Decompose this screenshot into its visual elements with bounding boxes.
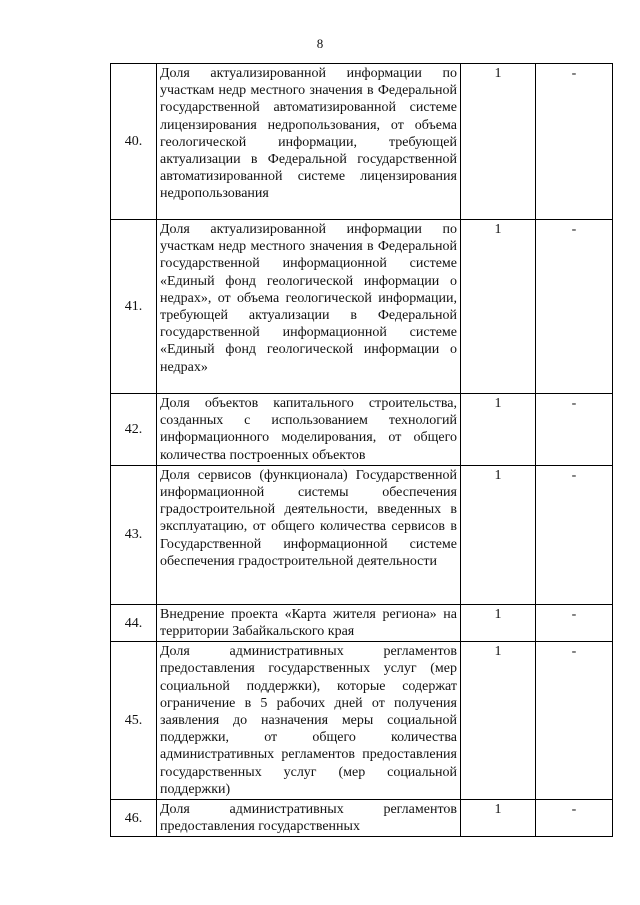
target-value: - bbox=[536, 64, 613, 220]
table-row bbox=[111, 800, 613, 837]
row-number: 46. bbox=[111, 800, 157, 837]
table-row bbox=[111, 604, 613, 641]
row-number: 41. bbox=[111, 220, 157, 394]
indicator-text: Внедрение проекта «Карта жителя региона» на территории Забайкальского края bbox=[157, 604, 461, 641]
base-value: 1 bbox=[461, 465, 536, 604]
indicator-text: Доля объектов капитального строительства, созданных с использованием технологий информационного моделирования, от общего количества построенных объектов bbox=[157, 394, 461, 466]
row-number: 40. bbox=[111, 64, 157, 220]
base-value: 1 bbox=[461, 220, 536, 394]
indicator-text: Доля административных регламентов предоставления государственных bbox=[157, 800, 461, 837]
table-row bbox=[111, 394, 613, 466]
base-value: 1 bbox=[461, 642, 536, 800]
row-number: 44. bbox=[111, 604, 157, 641]
base-value: 1 bbox=[461, 800, 536, 837]
page-number: 8 bbox=[316, 36, 324, 51]
row-number: 45. bbox=[111, 642, 157, 800]
table-row bbox=[111, 465, 613, 604]
row-number: 43. bbox=[111, 465, 157, 604]
base-value: 1 bbox=[461, 604, 536, 641]
target-value: - bbox=[536, 220, 613, 394]
target-value: - bbox=[536, 394, 613, 466]
table-row bbox=[111, 64, 613, 220]
table-row bbox=[111, 642, 613, 800]
target-value: - bbox=[536, 465, 613, 604]
indicator-text: Доля актуализированной информации по участкам недр местного значения в Федеральной государственной информационной системе «Единый фонд геологической информации о недрах», от объема геологической информации, требующей актуализации в Федеральной государственной информационной системе «Единый фонд геологической информации о недрах» bbox=[157, 220, 461, 394]
row-number: 42. bbox=[111, 394, 157, 466]
base-value: 1 bbox=[461, 64, 536, 220]
indicator-text: Доля актуализированной информации по участкам недр местного значения в Федеральной государственной автоматизированной системе лицензирования недропользования, от объема геологической информации, требующей актуализации в Федеральной государственной автоматизированной системе лицензирования недропользования bbox=[157, 64, 461, 220]
indicator-text: Доля административных регламентов предоставления государственных услуг (мер социальной поддержки), которые содержат ограничение в 5 рабочих дней от получения заявления до назначения меры социальной поддержки, от общего количества административных регламентов предоставления государственных услуг (мер социальной поддержки) bbox=[157, 642, 461, 800]
table-row bbox=[111, 220, 613, 394]
indicator-text: Доля сервисов (функционала) Государственной информационной системы обеспечения градостроительной деятельности, введенных в эксплуатацию, от общего количества сервисов в Государственной информационной системе обеспечения градостроительной деятельности bbox=[157, 465, 461, 604]
target-value: - bbox=[536, 604, 613, 641]
target-value: - bbox=[536, 800, 613, 837]
indicators-table bbox=[110, 63, 613, 837]
target-value: - bbox=[536, 642, 613, 800]
base-value: 1 bbox=[461, 394, 536, 466]
